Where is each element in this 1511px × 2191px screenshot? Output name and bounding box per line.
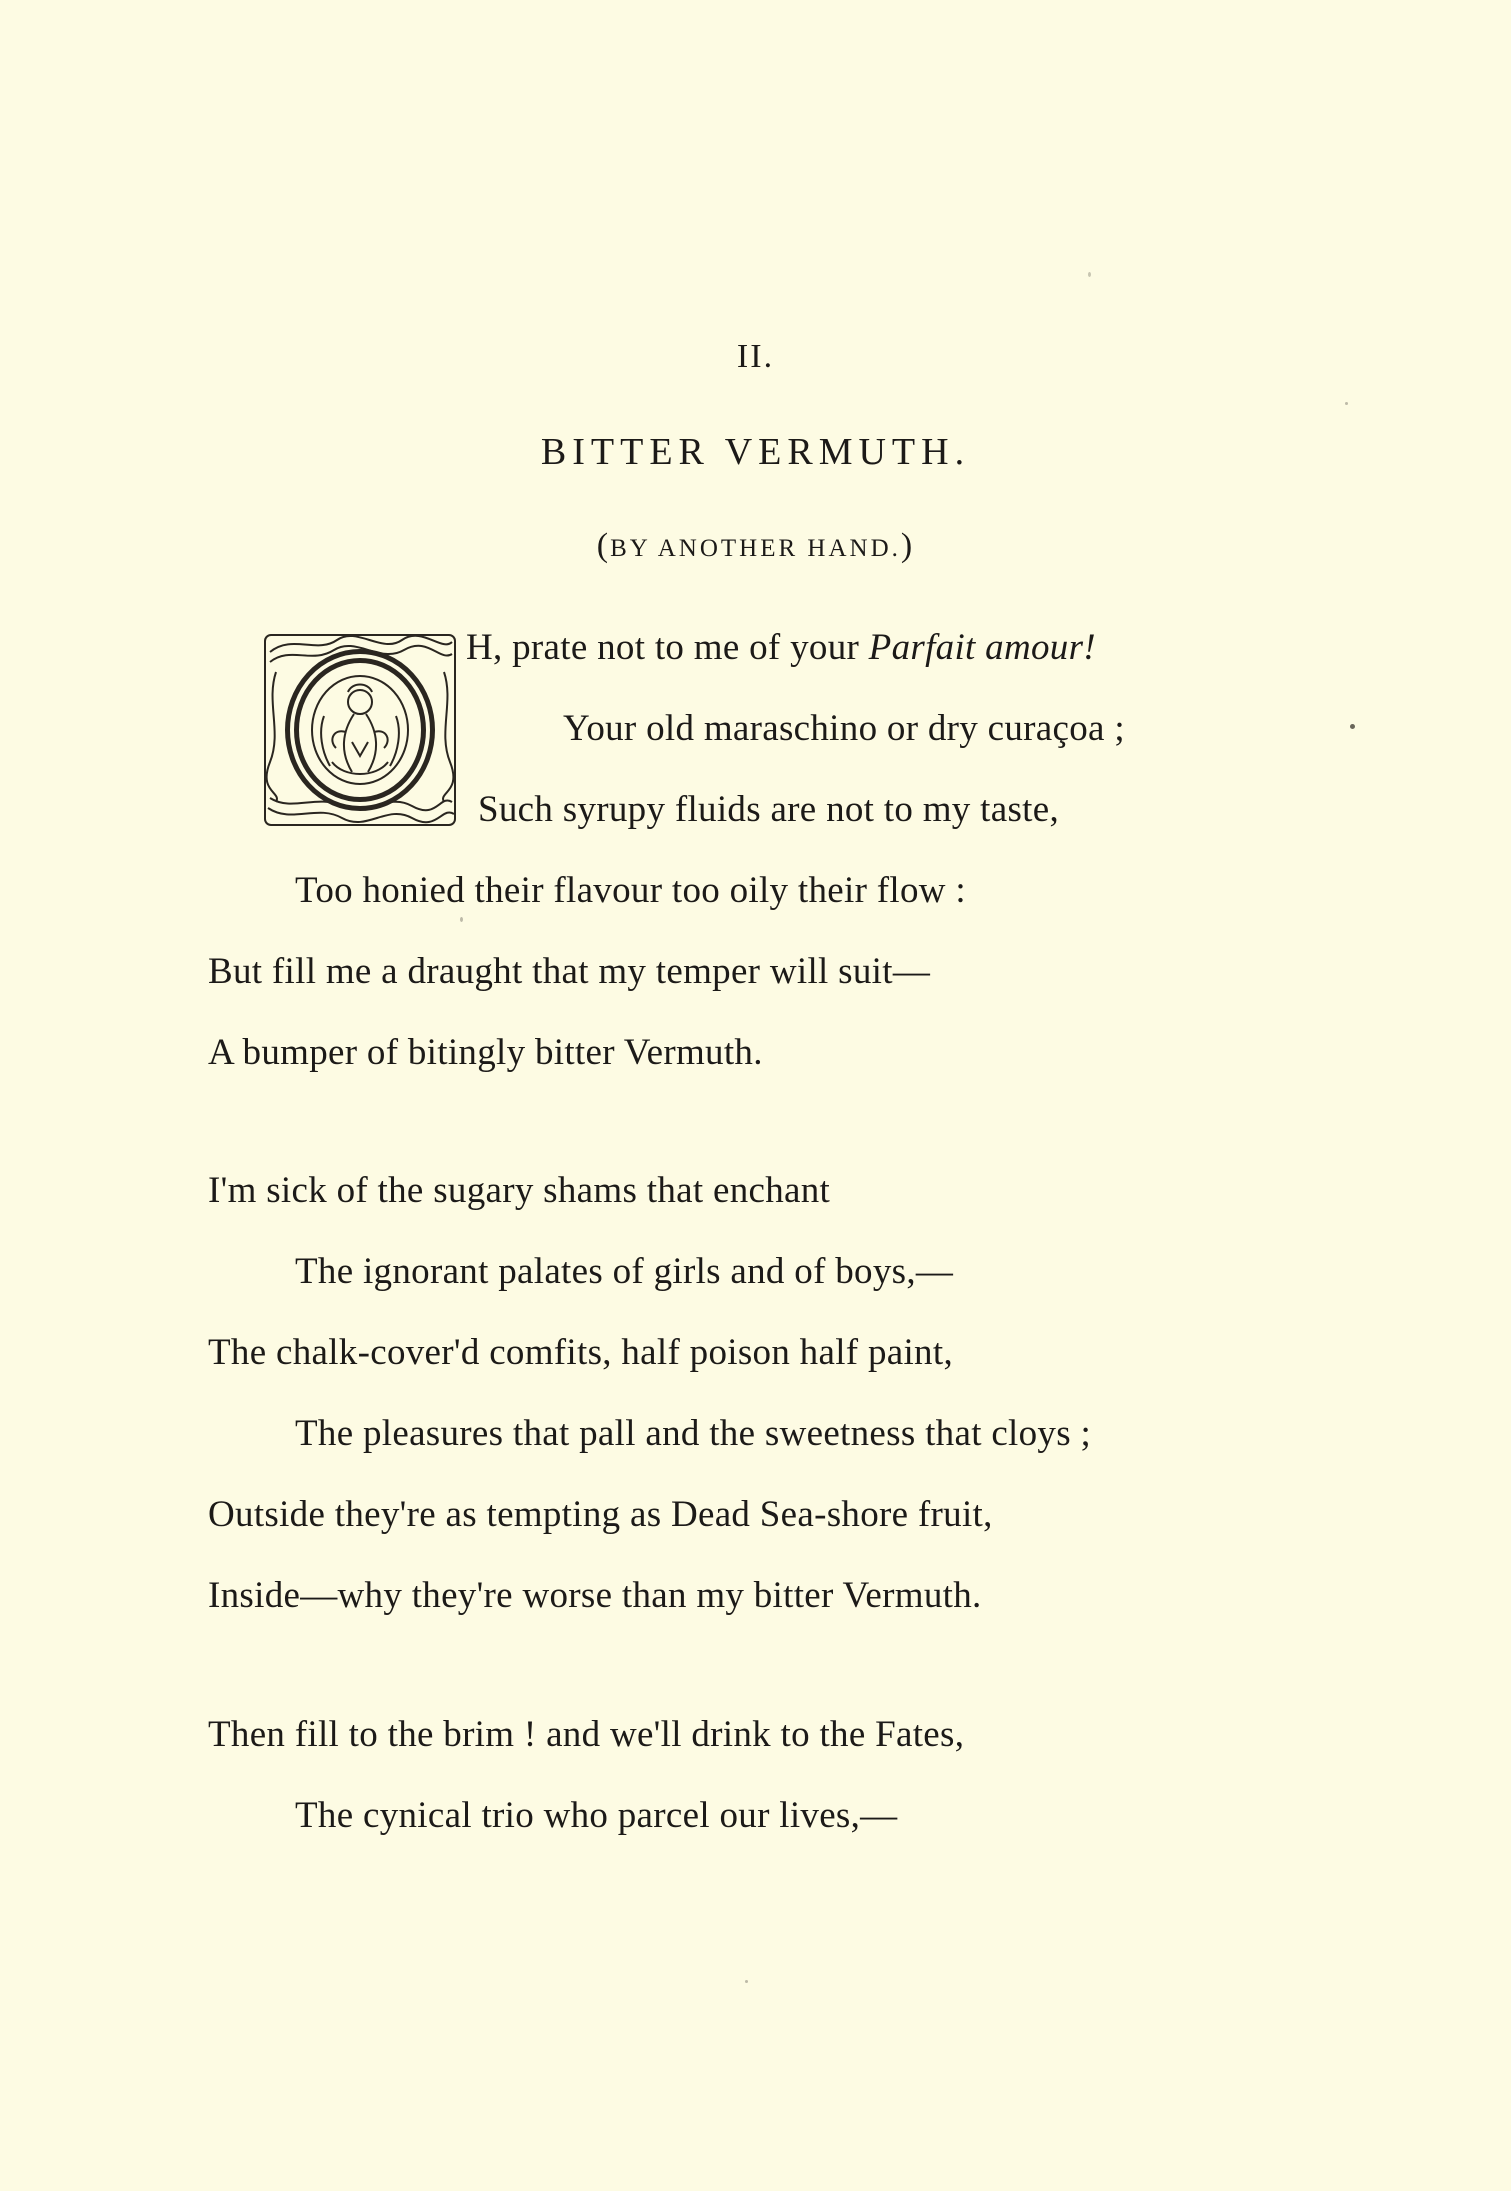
line-text: H, prate not to me of your — [466, 627, 869, 668]
italic-phrase: Parfait amour! — [868, 627, 1096, 668]
scan-speck — [1088, 272, 1091, 277]
attribution-text: BY ANOTHER HAND. — [610, 535, 901, 562]
poem-line: Inside—why they're worse than my bitter Vermuth. — [208, 1575, 982, 1616]
poem-line: The ignorant palates of girls and of boys,— — [295, 1251, 954, 1292]
poem-line: Such syrupy fluids are not to my taste, — [478, 789, 1060, 830]
attribution-open-paren: ( — [596, 527, 611, 564]
poem-line: The cynical trio who parcel our lives,— — [295, 1795, 898, 1836]
poem-line — [466, 626, 1096, 669]
poem-line: The chalk-cover'd comfits, half poison half paint, — [208, 1332, 953, 1373]
scan-speck — [460, 917, 463, 922]
poem-line: Outside they're as tempting as Dead Sea-shore fruit, — [208, 1494, 993, 1535]
ornamental-drop-cap-icon — [262, 632, 458, 828]
scan-speck — [1350, 724, 1355, 729]
poem-line: I'm sick of the sugary shams that enchant — [208, 1170, 831, 1211]
poem-line: Your old maraschino or dry curaçoa ; — [563, 708, 1125, 749]
scan-speck — [1345, 402, 1348, 405]
poem-title: BITTER VERMUTH. — [540, 431, 971, 473]
attribution-close-paren: ) — [900, 527, 915, 564]
poem-line: The pleasures that pall and the sweetness that cloys ; — [295, 1413, 1092, 1454]
poem-line: A bumper of bitingly bitter Vermuth. — [208, 1032, 763, 1073]
poem-line: Then fill to the brim ! and we'll drink to the Fates, — [208, 1714, 965, 1755]
section-number: II. — [736, 338, 775, 375]
poem-line: Too honied their flavour too oily their flow : — [295, 870, 966, 911]
scan-speck — [745, 1980, 748, 1983]
poem-line: But fill me a draught that my temper will suit— — [208, 951, 931, 992]
poem-attribution — [0, 527, 1511, 565]
